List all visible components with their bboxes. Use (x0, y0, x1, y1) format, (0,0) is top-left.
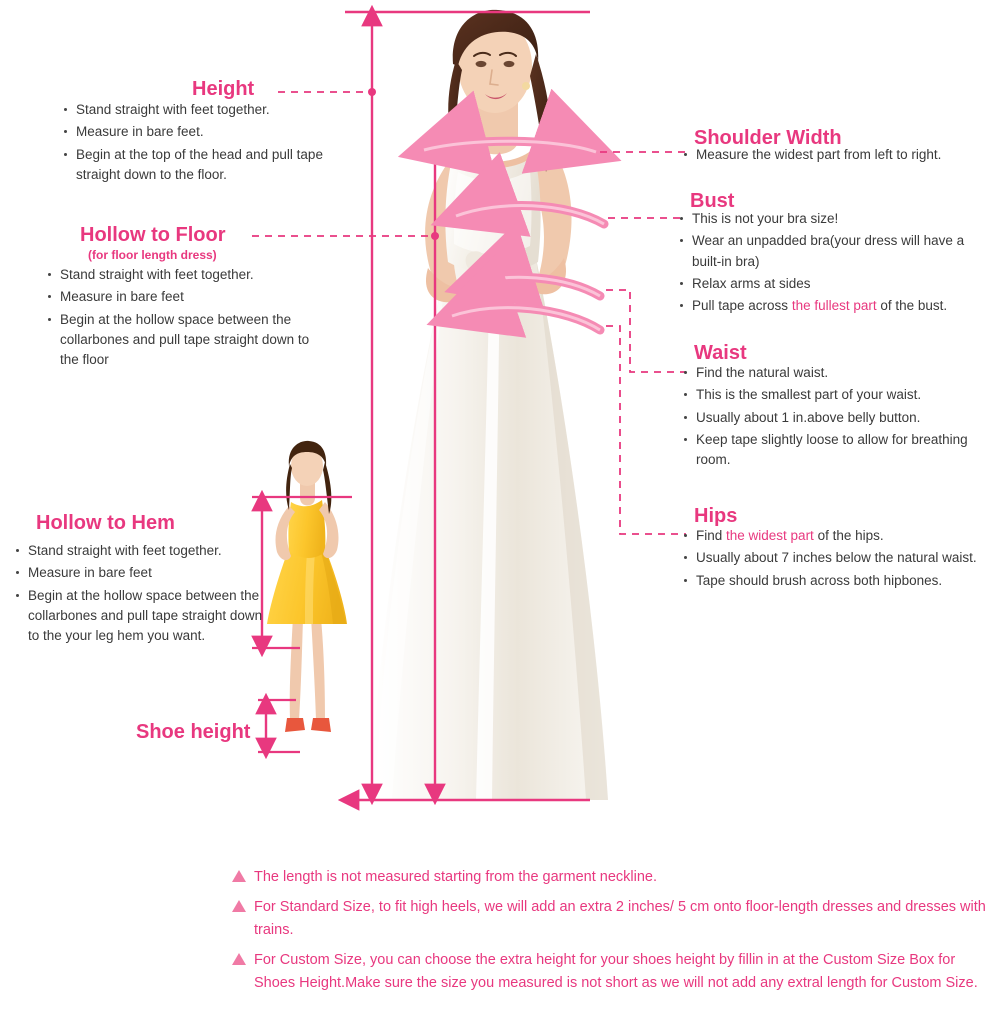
section-waist-bullets (682, 363, 994, 472)
list-item: Usually about 1 in.above belly button. (682, 408, 994, 428)
list-item: This is not your bra size! (678, 209, 996, 229)
note-row (232, 949, 992, 994)
section-height-heading: Height (192, 78, 255, 100)
footer-notes (232, 866, 992, 1002)
list-item: Begin at the top of the head and pull tape straight down to the floor. (62, 145, 330, 186)
hollow-to-hem-measure-line (252, 497, 352, 650)
section-bust-bullets (678, 209, 996, 318)
list-item: Measure in bare feet (14, 563, 264, 583)
list-item: Measure in bare feet (46, 287, 322, 307)
shoulder-width-band (424, 141, 688, 152)
note-text: The length is not measured starting from the garment neckline. (254, 869, 657, 885)
note-row (232, 896, 992, 941)
warning-triangle-icon (232, 953, 246, 965)
list-item: Begin at the hollow space between the collarbones and pull tape straight down to the floor (46, 310, 322, 371)
section-hollow-to-floor-heading: Hollow to Floor (for floor length dress) (80, 224, 226, 262)
list-item: Begin at the hollow space between the collarbones and pull tape straight down to the your leg hem you want. (14, 586, 264, 647)
hips-band (452, 308, 686, 534)
waist-band (470, 277, 686, 372)
bust-band (456, 206, 686, 224)
list-item-bust-fullest: Pull tape across the fullest part of the bust. (678, 296, 996, 316)
section-hollow-to-floor-bullets (46, 265, 322, 372)
list-item: Keep tape slightly loose to allow for breathing room. (682, 430, 994, 471)
list-item: Find the natural waist. (682, 363, 994, 383)
section-shoulder-width-bullets (682, 145, 994, 167)
section-bust-heading: Bust (690, 190, 735, 212)
section-hollow-to-hem-heading: Hollow to Hem (36, 512, 175, 534)
note-row (232, 866, 992, 888)
list-item: Stand straight with feet together. (46, 265, 322, 285)
section-hollow-to-hem-bullets (14, 541, 264, 648)
list-item: Stand straight with feet together. (62, 100, 330, 120)
list-item: This is the smallest part of your waist. (682, 385, 994, 405)
list-item-hips-widest: Find the widest part of the hips. (682, 526, 992, 546)
section-shoe-height-heading: Shoe height (136, 721, 251, 743)
section-hips-bullets (682, 526, 992, 593)
shoe-height-measure-line (258, 700, 300, 752)
section-height-bullets (62, 100, 330, 187)
list-item: Usually about 7 inches below the natural waist. (682, 548, 992, 568)
note-text: For Custom Size, you can choose the extra height for your shoes height by fillin in at the Custom Size Box for Shoes Height.Make sure the size you measured is not short as we will not add any extral length for Custom Size. (254, 952, 978, 991)
list-item: Stand straight with feet together. (14, 541, 264, 561)
note-text: For Standard Size, to fit high heels, we will add an extra 2 inches/ 5 cm onto floor-length dresses and dresses with trains. (254, 899, 986, 938)
warning-triangle-icon (232, 870, 246, 882)
section-waist-heading: Waist (694, 342, 747, 364)
list-item: Wear an unpadded bra(your dress will have a built-in bra) (678, 231, 996, 272)
section-hollow-to-floor-subheading: (for floor length dress) (88, 248, 217, 262)
list-item: Relax arms at sides (678, 274, 996, 294)
list-item: Measure the widest part from left to right. (682, 145, 994, 165)
warning-triangle-icon (232, 900, 246, 912)
list-item: Measure in bare feet. (62, 122, 330, 142)
section-hips-heading: Hips (694, 505, 738, 527)
section-shoulder-width-heading: Shoulder Width (694, 127, 842, 149)
list-item: Tape should brush across both hipbones. (682, 571, 992, 591)
